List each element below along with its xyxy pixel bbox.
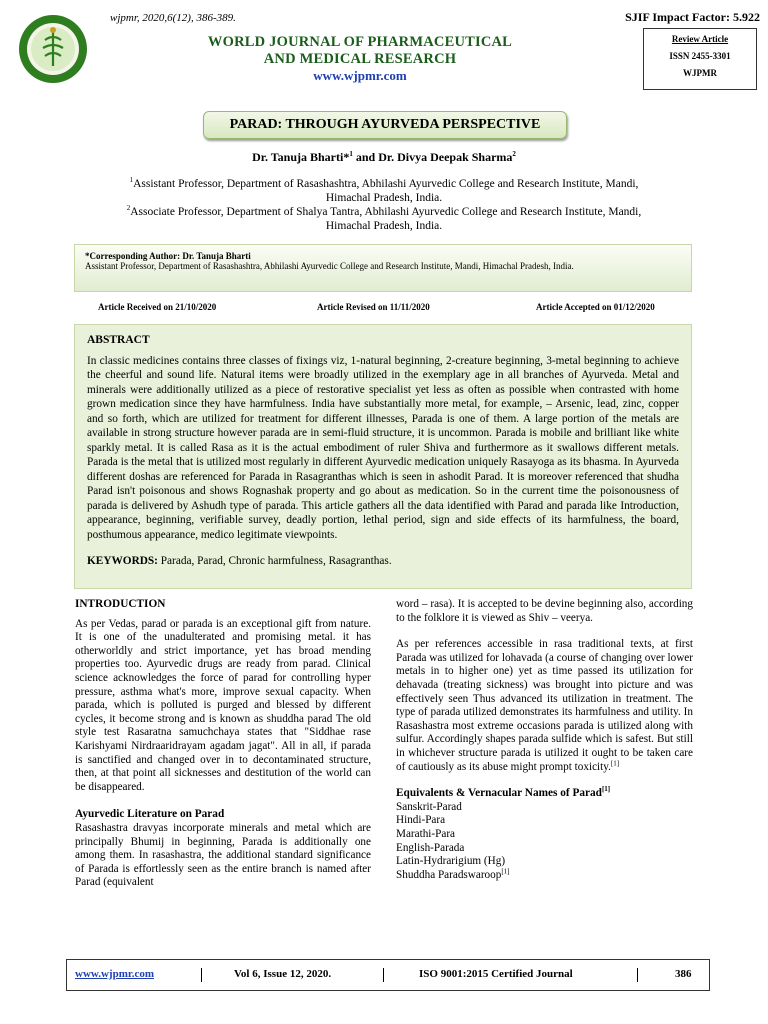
- name-item-ref: [1]: [501, 866, 510, 875]
- corresponding-author-box: [74, 244, 692, 292]
- journal-name: [150, 34, 570, 68]
- footer-iso: ISO 9001:2015 Certified Journal: [419, 968, 573, 980]
- keywords-label: KEYWORDS:: [87, 555, 158, 567]
- abstract-heading: ABSTRACT: [87, 334, 150, 346]
- introduction-text: As per Vedas, parad or parada is an exceptional gift from nature. It is one of the unadulterated and promising metal. it has otherworldly and strict importance, yet has broad mending properties too. Ayurvedic drugs are ready from parad. Clinical science acknowledges the force of parad for controlling hyper pressure, asthma what's more, improve sexual capacity. When parada, which is polluted is purged and blessed by different cycles, it become strong and is known as shuddha parad The old style test Rasaratna samuchchaya states that "Siddhae rase Karishyami Nirdraaridrayam agadam jagat". All in all, if parada is sanctified and changed over in to decontaminated structure, then, at that point all sicknesses and destitution of the world can be disappeared.: [75, 617, 371, 793]
- right-column: [396, 598, 693, 882]
- issn: ISSN 2455-3301: [669, 51, 731, 61]
- journal-abbr: WJPMR: [683, 68, 717, 78]
- journal-name-line2: AND MEDICAL RESEARCH: [263, 51, 457, 67]
- right-para-1: word – rasa). It is accepted to be devine beginning also, according to the folklore it is viewed as Shiv – veerya.: [396, 598, 693, 624]
- journal-name-line1: WORLD JOURNAL OF PHARMACEUTICAL: [207, 34, 513, 50]
- equivalents-heading: [396, 787, 693, 801]
- left-column: [75, 598, 371, 890]
- literature-heading: Ayurvedic Literature on Parad: [75, 808, 225, 821]
- page-footer: [66, 959, 710, 991]
- name-item: Marathi-Para: [396, 827, 456, 840]
- author-1: Dr. Tanuja Bharti*: [252, 150, 350, 164]
- affiliation-1-sup: 1: [129, 176, 134, 185]
- footer-divider: [383, 968, 384, 982]
- footer-url[interactable]: www.wjpmr.com: [75, 968, 155, 980]
- author-2-sup: 2: [512, 150, 516, 158]
- affiliation-1: [60, 177, 708, 205]
- author-2: Dr. Divya Deepak Sharma: [378, 150, 513, 164]
- footer-divider: [637, 968, 638, 982]
- introduction-heading: INTRODUCTION: [75, 598, 166, 610]
- right-para-2: [396, 638, 693, 774]
- authors: [0, 150, 768, 165]
- footer-divider: [201, 968, 202, 982]
- impact-factor: SJIF Impact Factor: 5.922: [625, 10, 760, 24]
- author-1-sup: 1: [349, 150, 353, 158]
- keywords: [87, 554, 679, 569]
- author-and: and: [352, 150, 379, 164]
- name-item: Hindi-Para: [396, 814, 446, 827]
- name-item: English-Parada: [396, 841, 465, 854]
- abstract-box: [74, 324, 692, 589]
- date-revised: Article Revised on 11/11/2020: [317, 302, 430, 312]
- affiliation-2-line1: Associate Professor, Department of Shalya Tantra, Abhilashi Ayurvedic College and Research Institute, Mandi,: [130, 206, 642, 218]
- date-accepted: Article Accepted on 01/12/2020: [536, 302, 655, 312]
- journal-logo: [18, 14, 88, 84]
- affiliation-1-line2: Himachal Pradesh, India.: [325, 192, 443, 204]
- name-item: Sanskrit-Parad: [396, 800, 462, 813]
- affiliation-1-line1: Assistant Professor, Department of Rasashashtra, Abhilashi Ayurvedic College and Research Institute, Mandi,: [133, 178, 639, 190]
- journal-url[interactable]: www.wjpmr.com: [313, 68, 407, 83]
- name-item-text: Shuddha Paradswaroop: [396, 868, 502, 881]
- literature-text: Rasashastra dravyas incorporate minerals and metal which are principally Bhumij in beginning, Parada is additionally one among them. In rasashastra, the additional standard significance of Parada is effortlessly seen as the entire branch is named after Parad (equivalent: [75, 821, 371, 889]
- keywords-text: Parada, Parad, Chronic harmfulness, Rasagranthas.: [157, 555, 392, 567]
- right-para-2-ref: [1]: [610, 758, 620, 767]
- name-item: [396, 866, 693, 883]
- corresponding-author-text: Assistant Professor, Department of Rasashashtra, Abhilashi Ayurvedic College and Research Institute, Mandi, Himachal Pradesh, India.: [85, 261, 574, 271]
- article-type: Review Article: [671, 34, 729, 44]
- page-number: 386: [675, 968, 692, 980]
- article-info-box: [643, 28, 757, 90]
- equivalents-heading-ref: [1]: [601, 785, 611, 794]
- right-para-2-text: As per references accessible in rasa traditional texts, at first Parada was utilized for lohavada (a course of changing over lower metals in to higher one) yet as time passed its utilization for dehavada (treating sickness) was brought into picture and was effectively seen Thus advanced its utilization in treatment. The type of parada utilized demonstrates its harmfulness and utility. In Rasashastra most extreme occasions parada is utilized along with sulfur. Accordingly shapes parada sulfide which is safest. But still in whichever structure parada is utilized it ought to be taken care of cautiously as its abuse might prompt toxicity.: [396, 638, 693, 773]
- citation: wjpmr, 2020,6(12), 386-389.: [110, 12, 236, 24]
- article-title: PARAD: THROUGH AYURVEDA PERSPECTIVE: [203, 111, 567, 139]
- affiliation-2-sup: 2: [126, 204, 131, 213]
- affiliation-2-line2: Himachal Pradesh, India.: [325, 220, 443, 232]
- footer-volume: Vol 6, Issue 12, 2020.: [234, 968, 332, 980]
- name-item: Latin-Hydrarigium (Hg): [396, 855, 506, 868]
- date-received: Article Received on 21/10/2020: [98, 302, 217, 312]
- corresponding-author-heading: *Corresponding Author: Dr. Tanuja Bharti: [85, 251, 251, 261]
- equivalents-heading-text: Equivalents & Vernacular Names of Parad: [396, 787, 602, 800]
- affiliation-2: [60, 205, 708, 233]
- abstract-text: In classic medicines contains three classes of fixings viz, 1-natural beginning, 2-creature beginning, 3-metal beginning to achieve the cheerful and sound life. Natural items were broadly utilized in the exemplary age in all branches of Ayurveda. Metal and minerals were additionally utilized as a piece of restorative specialist yet less as often as possible when contrasted with home grown medication since they have harmfulness. India have substantially more metal, for example, – Arsenic, lead, zinc, copper and so forth, which are utilized for treatment for different illnesses, Parada is one of them. A large portion of the metals are available in strong structure however parada are in semi-fluid structure, it is uncommon. Parada is mobile and brilliant like white sparkly metal. It is called Rasa as it is the actual embodiment of ruler Shiva and furthermore as it swallows different metals. Parada is the metal that is utilized most regularly in different Ayurvedic medication uniquely Rasayoga as its bhasma. In Ayurveda different doshas are referenced for Parada in Rasagranthas which is seen in ashodit Parad. It is moreover referenced that shudha Parad isn't poisonous and shows Rognashak property and go about as medication. So in the current time the poisonousness of parada is delivered by Ashudh type of parada. This article gathers all the data identified with Parad and parada like Introduction, appearance, beginning, verifiable survey, deadly portion, lethal period, sign and side effects of its harmfulness, the board, posthumous appearance, medico legitimate viewpoints.: [87, 354, 679, 541]
